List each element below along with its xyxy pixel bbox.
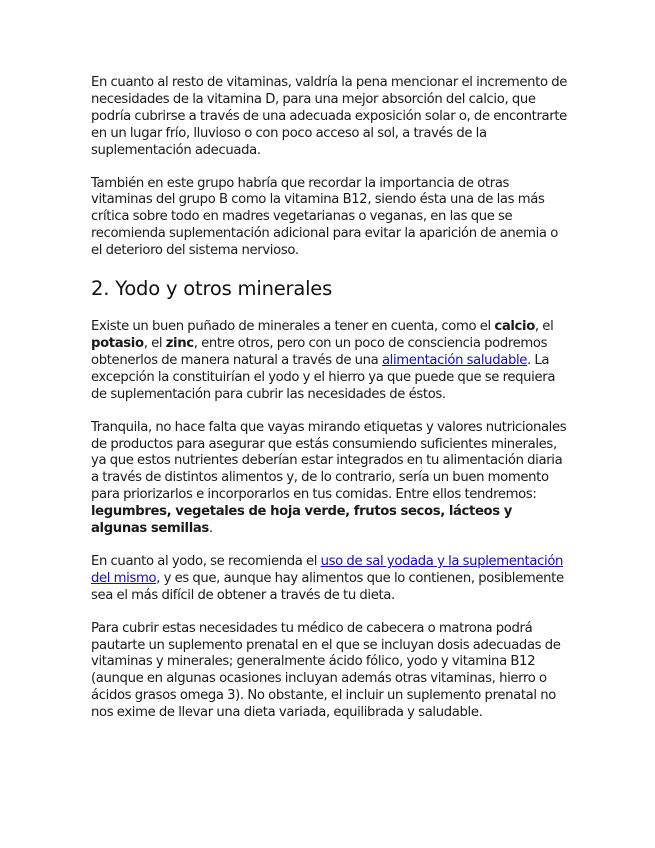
- text-segment: . La excepción la constituirían el yodo y el hierro ya que puede que se requiera de suplementación para cubrir las necesidades de éstos.: [91, 352, 556, 402]
- paragraph-minerals: [91, 319, 569, 404]
- paragraph-vitamin-b12: También en este grupo habría que recordar la importancia de otras vitaminas del grupo B como la vitamina B12, siendo ésta una de las más crítica sobre todo en madres vegetarianas o veganas, en las que se recomienda suplementación adicional para evitar la aparición de anemia o el deterioro del sistema nervioso.: [91, 175, 558, 259]
- bold-zinc: zinc: [165, 335, 194, 351]
- bold-calcio: calcio: [494, 319, 535, 335]
- text-segment: .: [208, 521, 213, 537]
- paragraph-prenatal-supplement: Para cubrir estas necesidades tu médico de cabecera o matrona podrá pautarte un suplemento prenatal en el que se incluyan dosis adecuadas de vitaminas y minerales; generalmente ácido fólico, yodo y vitamina B12 (aunque en algunas ocasiones incluyan además otras vitaminas, hierro o ácidos grasos omega 3). No obstante, el incluir un suplemento prenatal no nos exime de llevar una dieta variada, equilibrada y saludable.: [91, 620, 561, 721]
- text-segment: Tranquila, no hace falta que vayas mirando etiquetas y valores nutricionales de productos para asegurar que estás consumiendo suficientes minerales, ya que estos nutrientes deberían estar integrados en tu alimentación diaria a través de distintos alimentos y, de lo contrario, sería un buen momento para priorizarlos e incorporarlos en tus comidas. Entre ellos tendremos:: [91, 419, 567, 503]
- link-sal-yodada[interactable]: uso de sal yodada y la suplementación del mismo: [91, 553, 564, 586]
- text-segment: , el: [143, 335, 166, 351]
- link-alimentacion-saludable[interactable]: alimentación saludable: [381, 352, 528, 368]
- paragraph-labels: [91, 420, 569, 538]
- text-segment: , el: [534, 319, 554, 335]
- text-segment: , y es que, aunque hay alimentos que lo contienen, posiblemente sea el más difícil de obtener a través de tu dieta.: [91, 570, 564, 603]
- bold-potasio: potasio: [91, 335, 144, 351]
- text-segment: , entre otros, pero con un poco de consciencia podremos obtenerlos de manera natural a través de una: [91, 335, 548, 368]
- paragraph-yodo: [91, 554, 569, 605]
- bold-food-list: legumbres, vegetales de hoja verde, frutos secos, lácteos y algunas semillas: [91, 504, 512, 537]
- section-heading-yodo: 2. Yodo y otros minerales: [91, 277, 333, 301]
- paragraph-vitamin-d: En cuanto al resto de vitaminas, valdría la pena mencionar el incremento de necesidades de la vitamina D, para una mejor absorción del calcio, que podría cubrirse a través de una adecuada exposición solar o, de encontrarte en un lugar frío, lluvioso o con poco acceso al sol, a través de la suplementación adecuada.: [91, 75, 568, 158]
- text-segment: Existe un buen puñado de minerales a tener en cuenta, como el: [91, 319, 495, 335]
- document-page: [91, 75, 569, 722]
- text-segment: En cuanto al yodo, se recomienda el: [91, 553, 321, 569]
